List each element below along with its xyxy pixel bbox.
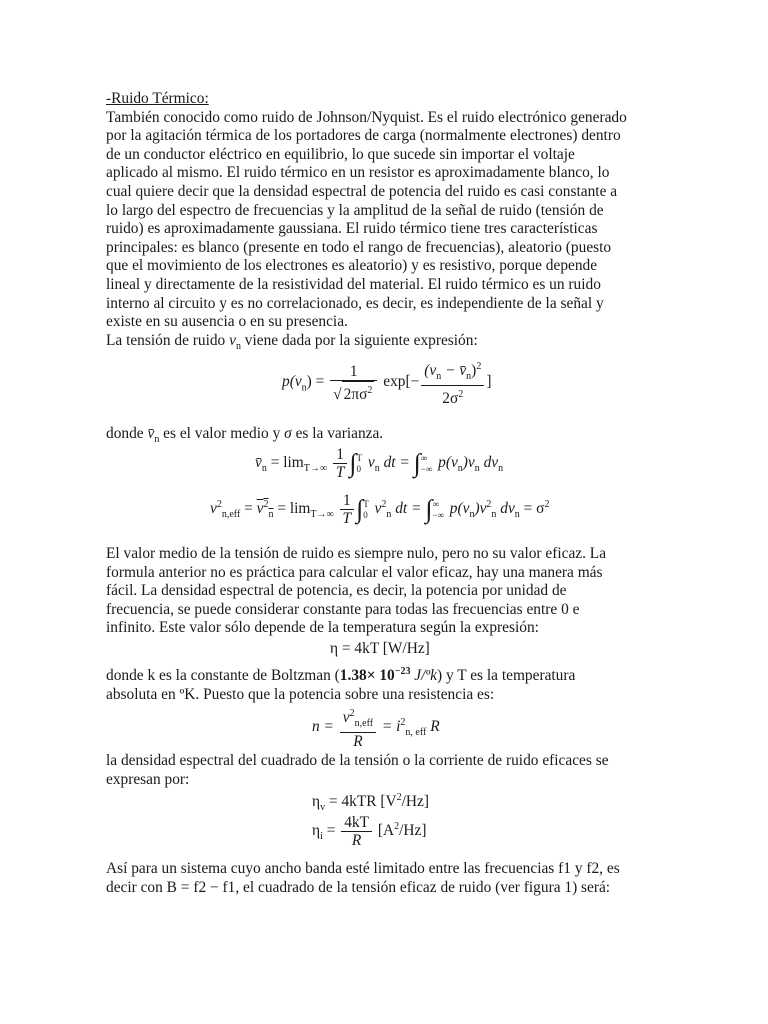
- densidad-text: la densidad espectral del cuadrado de la tensión o la corriente de ruido eficaces se expresan por:: [106, 752, 609, 788]
- section-text-1: [106, 90, 662, 356]
- paragraph-2: El valor medio de la tensión de ruido es siempre nulo, pero no su valor eficaz. La formula anterior no es práctica para calcular el valor eficaz, hay una manera más fácil. La densidad espectral de potencia, es decir, la potencia por unidad de frecuencia, se puede considerar constante para todas las frecuencias entre 0 e infinito. Este valor sólo depende de la temperatura según la expresión:: [106, 545, 607, 637]
- equation-variance: $v^2_{n,eff} = v^2_n = \lim_{T\to\infty}$ $\frac{1}{T}$ ∫ T 0 $v^2_n$ dt = ∫ ∞ −∞ $p(v_n)v^2_n$ $dv_n = \sigma^2$: [210, 492, 550, 527]
- equation-power: n = $\frac{v^2_{n,eff}}{R}$ = $i^2_{n, eff}$ R: [312, 705, 440, 750]
- equation-mean: $v̄_n = \lim_{T\to\infty}$ $\frac{1}{T}$ ∫ T 0 $v_n$ dt = ∫ ∞ −∞ $p(v_n)v_n$ $dv_n$: [255, 446, 504, 481]
- boltzman-text: donde k es la constante de Boltzman ($1.38\times 10^{-23}$ J/ºk) y T es la temperatura absoluta en ºK. Puesto que la potencia sobre una resistencia es:: [106, 666, 576, 703]
- equation-eta-v: $\eta_v = 4kTR$ $[V^2/Hz]$: [312, 792, 429, 814]
- equation-eta-i: $\eta_i$ = $\frac{4kT}{R}$ $[A^2/Hz]$: [312, 814, 427, 849]
- equation-eta: η = 4kT [W/Hz]: [330, 640, 430, 657]
- tension-line: La tensión de ruido $v_n$ viene dada por la siguiente expresión:: [106, 331, 478, 352]
- paragraph-1: También conocido como ruido de Johnson/Nyquist. Es el ruido electrónico generado por la agitación térmica de los portadores de carga (normalmente electrones) dentro de un conductor eléctrico en equilibrio, lo que sucede sin importar el voltaje aplicado al mismo. El ruido térmico en un resistor es aproximadamente blanco, lo cual quiere decir que la densidad espectral de potencia del ruido es casi constante a lo largo del espectro de frecuencias y la amplitud de la señal de ruido (tensión de ruido) es aproximadamente gaussiana. El ruido térmico tiene tres características principales: es blanco (presente en todo el rango de frecuencias), aleatorio (puesto que el movimiento de los electrones es aleatorio) y es resistivo, porque depende lineal y directamente de la resistividad del material. El ruido térmico es un ruido interno al circuito y es no correlacionado, es decir, es independiente de la señal y existe en su ausencia o en su presencia.: [106, 108, 627, 331]
- donde-line: donde $v̄_n$ es el valor medio y σ es la varianza.: [106, 425, 384, 446]
- section-heading: -Ruido Térmico:: [106, 90, 209, 107]
- final-text: Así para un sistema cuyo ancho banda esté limitado entre las frecuencias f1 y f2, es decir con B = f2 − f1, el cuadrado de la tensión eficaz de ruido (ver figura 1) será:: [106, 860, 620, 896]
- equation-gaussian: $p(v_n)$ = $\frac{1}{√ 2\pi\sigma^2}$ exp[− $\frac{(v_n - v̄_n)^2}{2\sigma^2}$ ]: [282, 358, 491, 407]
